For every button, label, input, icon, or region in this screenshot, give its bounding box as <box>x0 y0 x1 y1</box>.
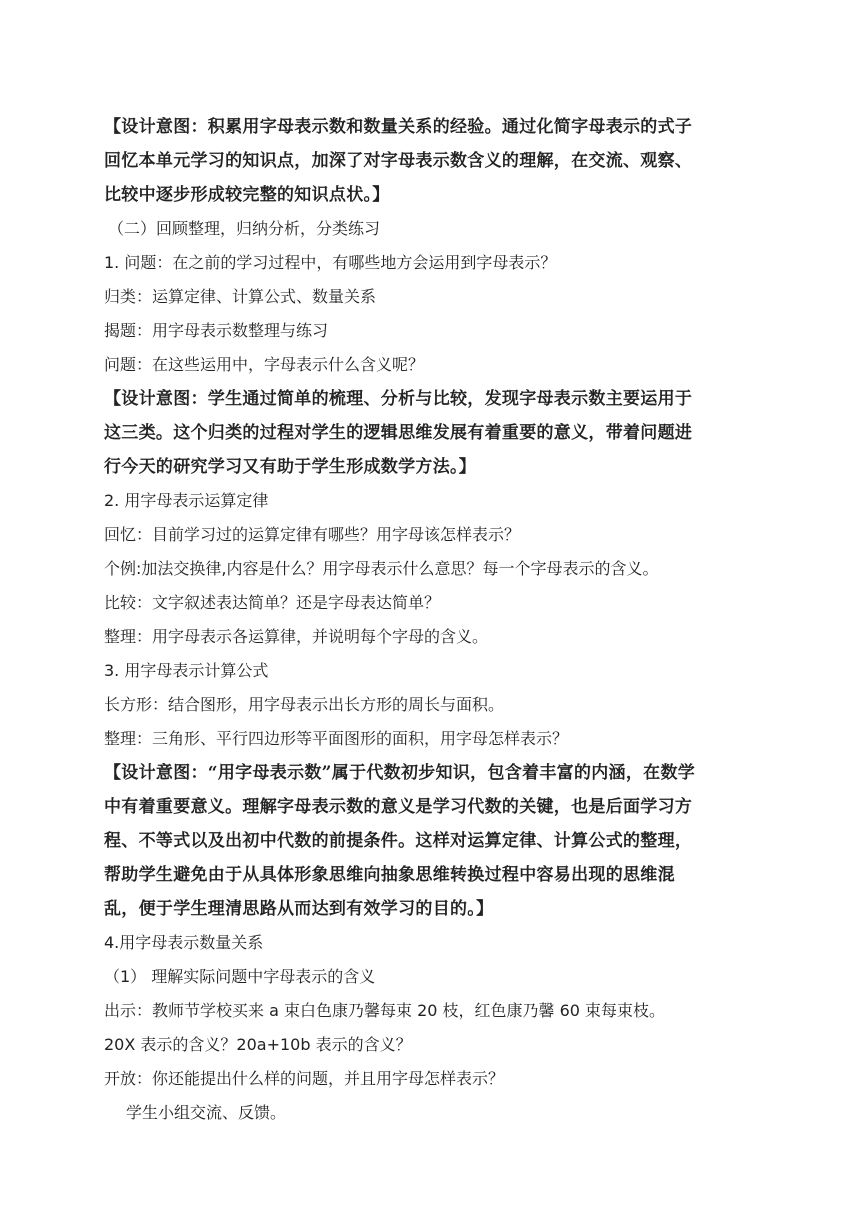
design-intent-line: 【设计意图：学生通过简单的梳理、分析与比较，发现字母表示数主要运用于 <box>104 389 693 409</box>
design-intent-line: 比较中逐步形成较完整的知识点状。】 <box>104 185 390 205</box>
organize-line: 整理：用字母表示各运算律，并说明每个字母的含义。 <box>104 627 489 646</box>
design-intent-2 <box>104 382 740 484</box>
show-line: 出示：教师节学校买来 a 束白色康乃馨每束 20 枝，红色康乃馨 60 束每束枝。 <box>104 1001 666 1020</box>
sub-item-1: （1） 理解实际问题中字母表示的含义 <box>104 967 376 986</box>
section-heading: （二）回顾整理，归纳分析，分类练习 <box>108 219 381 238</box>
item-4-heading: 4.用字母表示数量关系 <box>104 933 264 952</box>
example-line: 个例:加法交换律,内容是什么？用字母表示什么意思？每一个字母表示的含义。 <box>104 559 659 578</box>
item-3-heading: 3. 用字母表示计算公式 <box>104 661 269 680</box>
open-question-line: 开放：你还能提出什么样的问题，并且用字母怎样表示？ <box>104 1069 505 1088</box>
rectangle-line: 长方形：结合图形，用字母表示出长方形的周长与面积。 <box>104 695 505 714</box>
recall-line: 回忆：目前学习过的运算定律有哪些？用字母该怎样表示？ <box>104 525 521 544</box>
meaning-line: 20X 表示的含义？20a+10b 表示的含义？ <box>104 1035 412 1054</box>
design-intent-line: 【设计意图：“用字母表示数”属于代数初步知识，包含着丰富的内涵，在数学 <box>104 763 696 783</box>
feedback-line: 学生小组交流、反馈。 <box>126 1103 287 1122</box>
question-line: 问题：在这些运用中，字母表示什么含义呢？ <box>104 355 425 374</box>
design-intent-1 <box>104 110 740 212</box>
design-intent-3 <box>104 756 740 926</box>
design-intent-line: 这三类。这个归类的过程对学生的逻辑思维发展有着重要的意义，带着问题进 <box>104 423 693 443</box>
reveal-topic-line: 揭题：用字母表示数整理与练习 <box>104 321 329 340</box>
design-intent-line: 程、不等式以及出初中代数的前提条件。这样对运算定律、计算公式的整理， <box>104 831 693 851</box>
compare-line: 比较：文字叙述表达简单？还是字母表达简单？ <box>104 593 441 612</box>
classify-line: 归类：运算定律、计算公式、数量关系 <box>104 287 377 306</box>
design-intent-line: 行今天的研究学习又有助于学生形成数学方法。】 <box>104 457 477 477</box>
design-intent-line: 中有着重要意义。理解字母表示数的意义是学习代数的关键，也是后面学习方 <box>104 797 693 817</box>
question-1: 1. 问题：在之前的学习过程中，有哪些地方会运用到字母表示？ <box>104 253 557 272</box>
design-intent-line: 乱，便于学生理清思路从而达到有效学习的目的。】 <box>104 899 494 919</box>
design-intent-line: 【设计意图：积累用字母表示数和数量关系的经验。通过化简字母表示的式子 <box>104 117 693 137</box>
organize-line: 整理：三角形、平行四边形等平面图形的面积，用字母怎样表示？ <box>104 729 569 748</box>
design-intent-line: 回忆本单元学习的知识点，加深了对字母表示数含义的理解，在交流、观察、 <box>104 151 693 171</box>
design-intent-line: 帮助学生避免由于从具体形象思维向抽象思维转换过程中容易出现的思维混 <box>104 865 675 885</box>
item-2-heading: 2. 用字母表示运算定律 <box>104 491 269 510</box>
